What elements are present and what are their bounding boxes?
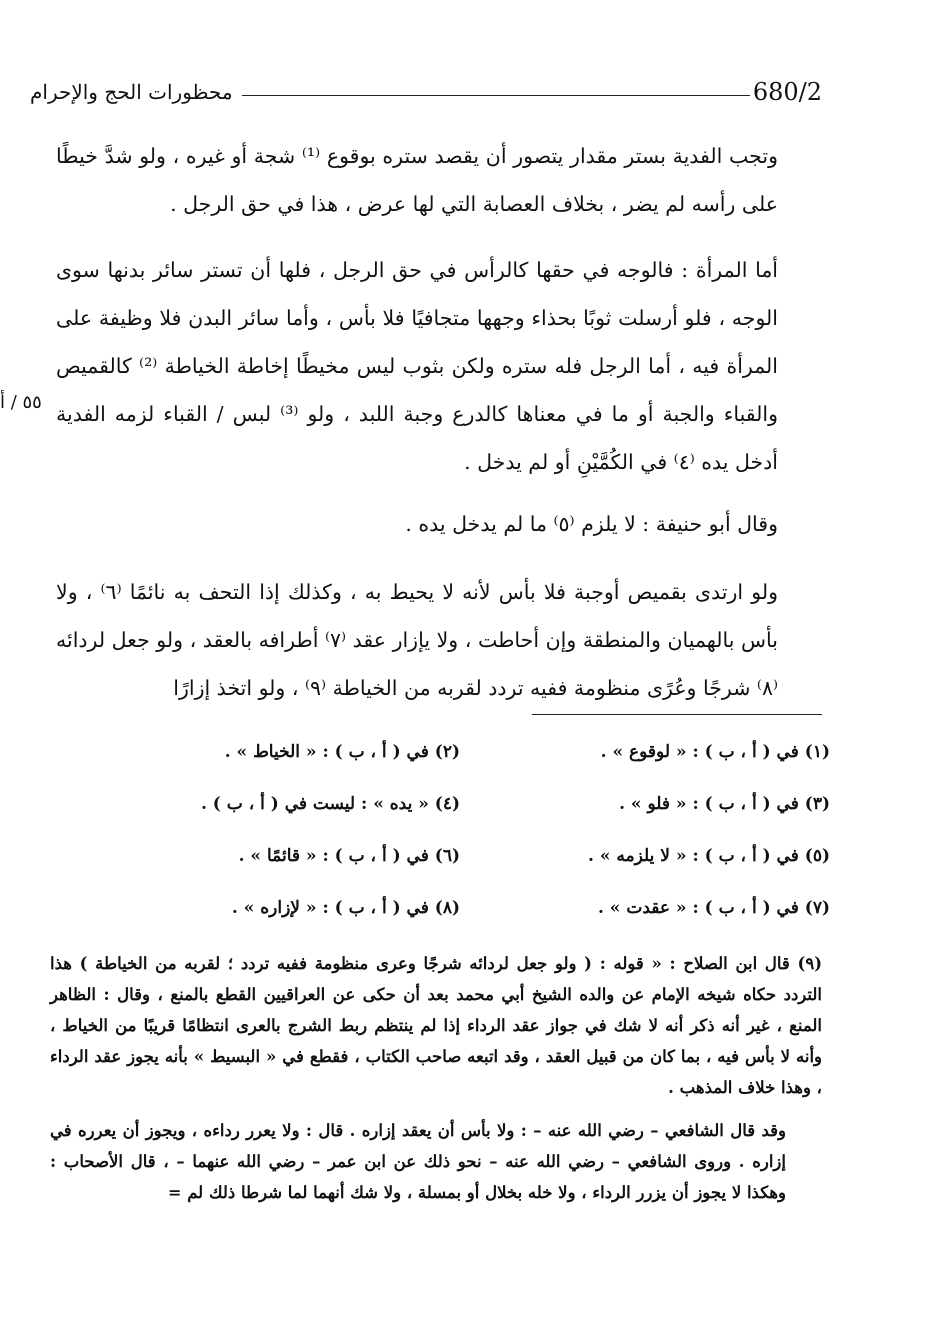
short-footnotes xyxy=(90,742,830,950)
footnote-8: (٨) في ( أ ، ب ) : « لإزاره » . xyxy=(231,898,460,918)
footnote-4: (٤) « يده » : ليست في ( أ ، ب ) . xyxy=(200,794,460,814)
footnote-3: (٣) في ( أ ، ب ) : « فلو » . xyxy=(619,794,830,814)
footnote-1: (١) في ( أ ، ب ) : « لوقوع » . xyxy=(600,742,830,762)
header-rule xyxy=(242,95,750,96)
footnote-7: (٧) في ( أ ، ب ) : « عقدت » . xyxy=(597,898,830,918)
page-number: 680/2 xyxy=(752,78,822,106)
footnote-2: (٢) في ( أ ، ب ) : « الخياط » . xyxy=(224,742,460,762)
body-paragraph-4: ولو ارتدى بقميص أوجبة فلا بأس لأنه لا يحيط به ، وكذلك إذا التحف به نائمًا ⁽٦⁾ ، ولا بأس بالهميان والمنطقة وإن أحاطت ، ولا يإزار عقد ⁽٧⁾ أطرافه بالعقد ، ولو جعل لردائه ⁽٨⁾ شرجًا وعُرًى منظومة ففيه تردد لقربه من الخياطة ⁽٩⁾ ، ولو اتخذ إزارًا xyxy=(56,580,778,700)
footnote-9 xyxy=(50,948,822,1208)
footnote-row xyxy=(90,846,830,898)
footnote-row xyxy=(90,742,830,794)
footnote-9-text: (٩) قال ابن الصلاح : « قوله : ( ولو جعل لردائه شرجًا وعرى منظومة ففيه تردد ؛ لقربه من الخياطة ) هذا التردد حكاه شيخه الإمام عن والده الشيخ أبي محمد بعد أن حكى عن العراقيين القطع بالمنع ، وقال : الظاهر المنع ، غير أنه ذكر أنه لا شك في جواز عقد الرداء إذا لم ينتظم ربط الشرج بالعرى انتظامًا قريبًا من الخياط ، وأنه لا بأس فيه ، بما كان من قبيل العقد ، وقد اتبعه صاحب الكتاب ، فقطع في « البسيط » بأنه يجوز عقد الرداء ، وهذا خلاف المذهب . xyxy=(50,954,822,1097)
continuation-mark: = xyxy=(168,1183,182,1202)
footnote-separator xyxy=(532,714,822,715)
footnote-row xyxy=(90,794,830,846)
margin-folio-note: ٥٥ / أ xyxy=(0,392,42,413)
footnote-5: (٥) في ( أ ، ب ) : « لا يلزمه » . xyxy=(588,846,830,866)
footnote-6: (٦) في ( أ ، ب ) : « قائمًا » . xyxy=(238,846,460,866)
footnote-row xyxy=(90,898,830,950)
footnote-9-continuation: وقد قال الشافعي – رضي الله عنه – : ولا بأس أن يعقد إزاره . قال : ولا يعرر رداءه ، ويجوز أن يعرره في إزاره . وروى الشافعي – رضي الله عنه – نحو ذلك عن ابن عمر – رضي الله عنهما – ، قال الأصحاب : وهكذا لا يجوز أن يزرر الرداء ، ولا خله بخلال أو بمسلة ، ولا شك أنهما لما شرطا ذلك لم = xyxy=(50,1121,786,1202)
body-paragraph-3: وقال أبو حنيفة : لا يلزم ⁽٥⁾ ما لم يدخل يده . xyxy=(405,512,778,536)
running-header xyxy=(30,78,822,118)
body-paragraph-1: وتجب الفدية بستر مقدار يتصور أن يقصد ستره بوقوع ⁽¹⁾ شجة أو غيره ، ولو شدَّ خيطًا على رأسه لم يضر ، بخلاف العصابة التي لها عرض ، هذا في حق الرجل . xyxy=(56,144,778,216)
running-title: محظورات الحج والإحرام xyxy=(30,80,233,104)
body-paragraph-2: أما المرأة : فالوجه في حقها كالرأس في حق الرجل ، فلها أن تستر سائر بدنها سوى الوجه ، فلو أرسلت ثوبًا بحذاء وجهها متجافيًا فلا بأس ، وأما سائر البدن فلا وظيفة على المرأة فيه ، أما الرجل فله ستره ولكن بثوب ليس مخيطًا إخاطة الخياطة ⁽²⁾ كالقميص والقباء والجبة أو ما في معناها كالدرع وجبة اللبد ، ولو ⁽³⁾ لبس / القباء لزمه الفدية أدخل يده ⁽٤⁾ في الكُمَّيْنِ أو لم يدخل . xyxy=(56,258,778,474)
